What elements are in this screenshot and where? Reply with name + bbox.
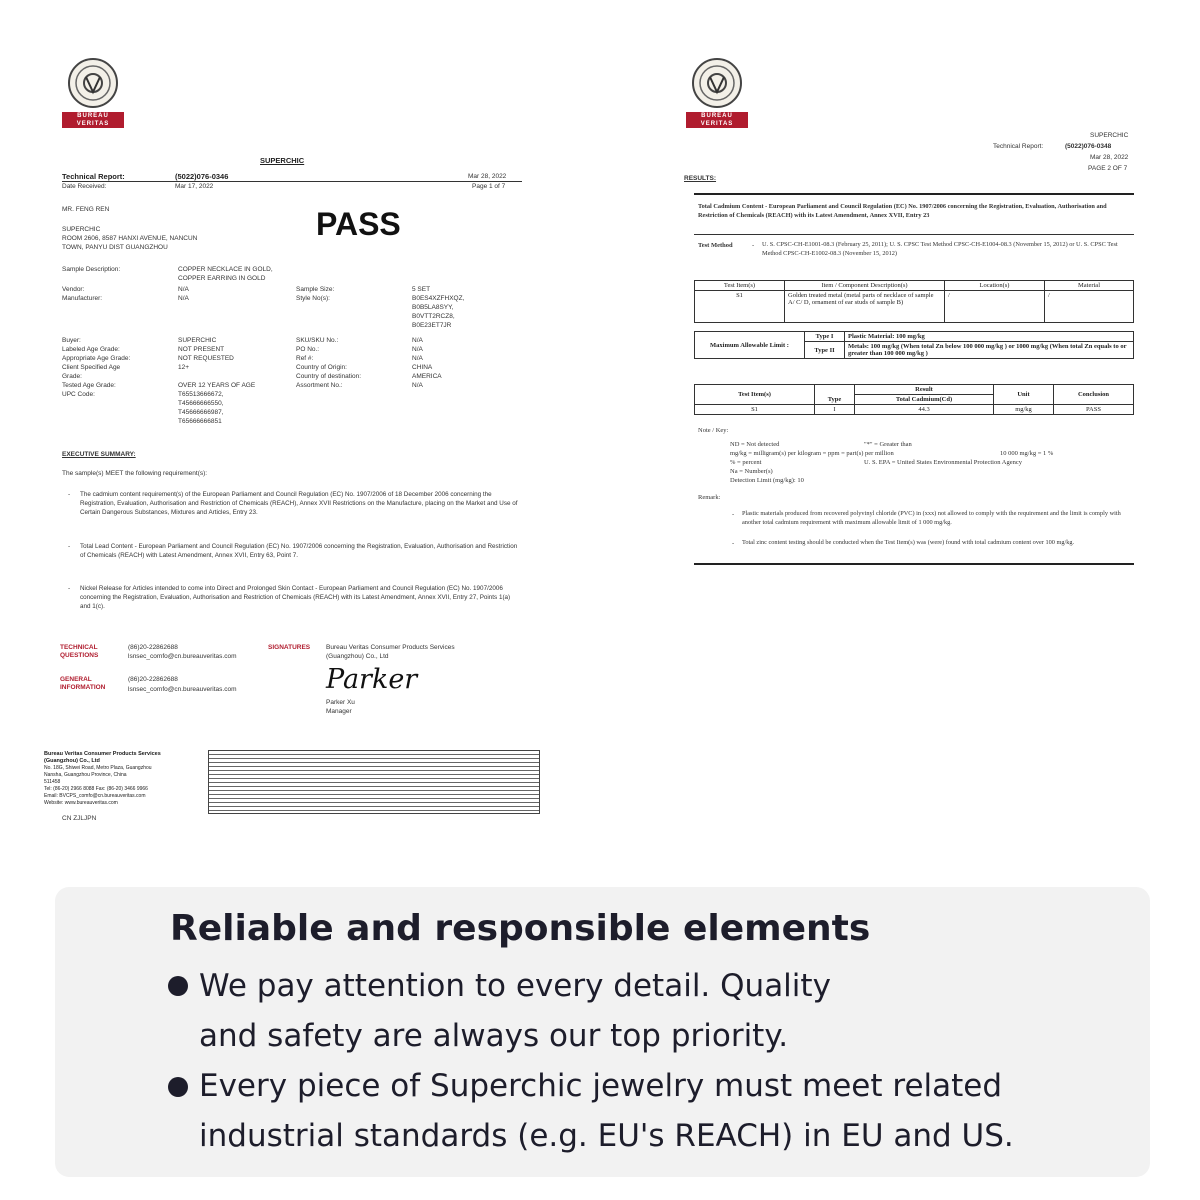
table-header: Test Item(s): [695, 385, 815, 405]
seal-band: BUREAU VERITAS: [62, 112, 124, 128]
note-line: mg/kg = milligram(s) per kilogram = ppm = part(s) per million: [730, 450, 894, 457]
note-line: "*" = Greater than: [864, 441, 912, 448]
footer-address: 511458: [44, 779, 61, 785]
table-cell: 44.3: [855, 405, 994, 415]
page-indicator: Page 1 of 7: [472, 183, 506, 190]
bottom-rule: [694, 563, 1134, 565]
address-line: TOWN, PANYU DIST GUANGZHOU: [62, 244, 168, 251]
table-cell: /: [1045, 291, 1134, 323]
remark-title: Remark:: [698, 494, 721, 501]
field-label: Country of Origin:: [296, 364, 347, 371]
note-line: Na = Number(s): [730, 468, 773, 475]
test-report-page-2: [670, 40, 1160, 580]
field-label: PO No.:: [296, 346, 320, 353]
signature-name: Parker Xu: [326, 699, 355, 706]
table-cell: S1: [695, 405, 815, 415]
footer-address: No. 18G, Shiwei Road, Metro Plaza, Guangzhou: [44, 765, 152, 771]
limit-label: Maximum Allowable Limit :: [695, 332, 805, 359]
notes-title: Note / Key:: [698, 427, 729, 434]
company-heading: SUPERCHIC: [1090, 132, 1129, 139]
table-header: Item / Component Description(s): [785, 281, 945, 291]
general-information-phone: (86)20-22862688: [128, 676, 178, 683]
bullet-dash: -: [732, 511, 735, 518]
limit-value: Metals: 100 mg/kg (When total Zn below 100 000 mg/kg ) or 1000 mg/kg (When total Zn equals to or greater than 100 000 mg/kg ): [845, 342, 1134, 359]
remark-item: Total zinc content testing should be conducted when the Test Item(s) was (were) found with total cadmium content over 100 mg/kg.: [742, 539, 1075, 546]
table-header: Conclusion: [1054, 385, 1134, 405]
table-header: Test Item(s): [695, 281, 785, 291]
date-received-label: Date Received:: [62, 183, 107, 190]
signatures-label: SIGNATURES: [268, 644, 311, 651]
report-label: Technical Report:: [62, 172, 125, 181]
allowable-limit-table: [694, 331, 1134, 359]
report-number: (5022)076-0348: [1065, 143, 1112, 150]
field-label: SKU/SKU No.:: [296, 337, 339, 344]
sample-label: Sample Description:: [62, 266, 121, 273]
limit-type: Type I: [805, 332, 845, 342]
table-header: Unit: [994, 385, 1054, 405]
footer-address: (Guangzhou) Co., Ltd: [44, 758, 100, 764]
field-value: SUPERCHIC: [178, 337, 217, 344]
table-cell: S1: [695, 291, 785, 323]
report-label: Technical Report:: [993, 143, 1044, 150]
field-label: Grade:: [62, 373, 82, 380]
table-header: Location(s): [945, 281, 1045, 291]
technical-questions-email: lsnsec_comfo@cn.bureauveritas.com: [128, 653, 237, 660]
field-label: UPC Code:: [62, 391, 95, 398]
footer-address: Email: BVCPS_comfo@cn.bureauveritas.com: [44, 793, 146, 799]
sample-value: COPPER NECKLACE IN GOLD,: [178, 266, 273, 273]
seal-band: BUREAU VERITAS: [686, 112, 748, 128]
contact-name: MR. FENG REN: [62, 206, 110, 213]
company-heading: SUPERCHIC: [260, 156, 305, 165]
field-value: CHINA: [412, 364, 433, 371]
field-value: 5 SET: [412, 286, 431, 293]
table-subheader: Total Cadmium(Cd): [855, 395, 994, 405]
general-information-label: GENERAL INFORMATION: [60, 676, 106, 691]
field-value: N/A: [412, 382, 423, 389]
signature-company: (Guangzhou) Co., Ltd: [326, 653, 389, 660]
legal-disclaimer-box: [208, 750, 540, 814]
field-label: Client Specified Age: [62, 364, 121, 371]
field-value: AMERICA: [412, 373, 442, 380]
report-date: Mar 28, 2022: [468, 173, 507, 180]
table-cell: /: [945, 291, 1045, 323]
executive-summary-intro: The sample(s) MEET the following requirement(s):: [62, 470, 208, 477]
table-header: Material: [1045, 281, 1134, 291]
bullet-text: Every piece of Superchic jewelry must meet related: [199, 1068, 1003, 1104]
sample-description-table: [694, 280, 1134, 323]
limit-type: Type II: [805, 342, 845, 359]
field-value: T45666666987,: [178, 409, 224, 416]
field-label: Ref #:: [296, 355, 314, 362]
note-line: ND = Not detected: [730, 441, 780, 448]
table-cell: Golden treated metal (metal parts of necklace of sample A/ C/ D, ornament of ear studs of sample B): [785, 291, 945, 323]
field-value: B0ES4XZFHXQZ,: [412, 295, 465, 302]
field-value: OVER 12 YEARS OF AGE: [178, 382, 256, 389]
executive-item: Nickel Release for Articles intended to come into Direct and Prolonged Skin Contact - European Parliament and Council Regulation (EC) No. 1907/2006 concerning the Registration, Evaluation, Authorisation and Restriction of Chemicals (REACH) with its Latest Amendment, Annex XVII, Entry 27, Points 1(a) and 1(c).: [80, 585, 511, 610]
technical-questions-label: TECHNICAL QUESTIONS: [60, 644, 99, 659]
field-label: Manufacturer:: [62, 295, 103, 302]
technical-questions-phone: (86)20-22862688: [128, 644, 178, 651]
field-value: B0E23ET7JR: [412, 322, 452, 329]
signature-title: Manager: [326, 708, 352, 715]
page-indicator: PAGE 2 OF 7: [1088, 165, 1128, 172]
note-line: % = percent: [730, 459, 762, 466]
field-label: Country of destination:: [296, 373, 362, 380]
report-date: Mar 28, 2022: [1090, 154, 1129, 161]
top-rule: [694, 193, 1134, 195]
bullet-dot-icon: [168, 976, 188, 996]
address-line: ROOM 2606, 8587 HANXI AVENUE, NANCUN: [62, 235, 198, 242]
test-method-label: Test Method: [698, 242, 733, 249]
table-cell: PASS: [1054, 405, 1134, 415]
field-value: B0VTT2RCZ8,: [412, 313, 455, 320]
date-received: Mar 17, 2022: [175, 183, 214, 190]
test-method-text: U. S. CPSC-CH-E1001-08.3 (February 25, 2011); U. S. CPSC Test Method CPSC-CH-E1004-08.3 (November 15, 2012) or U. S. CPSC Test Method CPSC-CH-E1002-08.3 (November 15, 2012): [762, 241, 1118, 257]
executive-item: The cadmium content requirement(s) of the European Parliament and Council Regulation (EC) No. 1907/2006 of 18 December 2006 concerning the Registration, Evaluation, Authorisation and Restriction of Chemicals (REACH), Annex XVII Restrictions on the Manufacture, placing on the Market and Use of Certain Dangerous Substances, Mixtures and Articles, Entry 23.: [80, 491, 518, 516]
bullet-dash: -: [68, 585, 71, 592]
field-label: Tested Age Grade:: [62, 382, 116, 389]
field-value: N/A: [412, 337, 423, 344]
field-label: Assortment No.:: [296, 382, 343, 389]
field-value: T65666666851: [178, 418, 222, 425]
address-line: SUPERCHIC: [62, 226, 101, 233]
results-table: [694, 384, 1134, 415]
test-report-page-1: [40, 40, 550, 840]
bureau-veritas-seal-icon: [684, 50, 750, 132]
field-label: Sample Size:: [296, 286, 335, 293]
bullet-text: and safety are always our top priority.: [199, 1018, 789, 1054]
field-label: Labeled Age Grade:: [62, 346, 120, 353]
note-line: 10 000 mg/kg = 1 %: [1000, 450, 1054, 457]
footer-address: Nansha, Guangzhou Province, China: [44, 772, 127, 778]
general-information-email: lsnsec_comfo@cn.bureauveritas.com: [128, 686, 237, 693]
field-value: N/A: [412, 355, 423, 362]
executive-item: Total Lead Content - European Parliament and Council Regulation (EC) No. 1907/2006 concerning the Registration, Evaluation, Authorisation and Restriction of Chemicals (REACH) with Latest Amendment, Annex XVII, Entry 63, Point 7.: [80, 543, 518, 559]
footer-address: Bureau Veritas Consumer Products Services: [44, 751, 161, 757]
field-label: Buyer:: [62, 337, 81, 344]
sample-value: COPPER EARRING IN GOLD: [178, 275, 266, 282]
field-value: N/A: [178, 286, 189, 293]
table-cell: I: [815, 405, 855, 415]
panel-title: Reliable and responsible elements: [170, 908, 871, 949]
field-value: N/A: [178, 295, 189, 302]
bullet-text: industrial standards (e.g. EU's REACH) in EU and US.: [199, 1118, 1014, 1154]
table-header: Type: [815, 385, 855, 405]
note-line: Detection Limit (mg/kg): 10: [730, 477, 804, 484]
test-title: Total Cadmium Content - European Parliament and Council Regulation (EC) No. 1907/2006 concerning the Registration, Evaluation, Authorisation and Restriction of Chemicals (REACH) with its Latest Amendment, Annex XVII, Entry 23: [698, 203, 1107, 219]
remark-item: Plastic materials produced from recovered polyvinyl chloride (PVC) in (xxx) not allowed to comply with the requirement and the limit is comply with another total cadmium requirement with maximum allowable limit of 1 000 mg/kg.: [742, 510, 1121, 526]
title-rule: [694, 234, 1134, 235]
field-label: Vendor:: [62, 286, 85, 293]
field-value: B0B5LA8SYY,: [412, 304, 454, 311]
pass-stamp: PASS: [316, 206, 401, 242]
signature: Parker: [326, 664, 418, 695]
results-heading: RESULTS:: [684, 175, 717, 182]
note-line: U. S. EPA = United States Environmental Protection Agency: [864, 459, 1022, 466]
bullet-dash: -: [752, 242, 755, 249]
bullet-dash: -: [68, 543, 71, 550]
bullet-dash: -: [732, 540, 735, 547]
signature-company: Bureau Veritas Consumer Products Services: [326, 644, 455, 651]
field-value: N/A: [412, 346, 423, 353]
field-value: T45666666550,: [178, 400, 224, 407]
report-number: (5022)076-0346: [175, 172, 229, 181]
bullet-dash: -: [68, 491, 71, 498]
table-cell: mg/kg: [994, 405, 1054, 415]
footer-address: Website: www.bureauveritas.com: [44, 800, 118, 806]
bureau-veritas-seal-icon: [60, 50, 126, 132]
field-value: NOT PRESENT: [178, 346, 225, 353]
executive-summary-title: EXECUTIVE SUMMARY:: [62, 451, 136, 458]
footer-address: Tel: (86-20) 2966 8088 Fax: (86-20) 3466 9966: [44, 786, 148, 792]
field-value: NOT REQUESTED: [178, 355, 234, 362]
field-value: 12+: [178, 364, 190, 371]
header-rule: [62, 181, 522, 182]
field-label: Appropriate Age Grade:: [62, 355, 131, 362]
limit-value: Plastic Material: 100 mg/kg: [845, 332, 1134, 342]
table-header: Result: [855, 385, 994, 395]
bullet-dot-icon: [168, 1077, 188, 1097]
field-label: Style No(s):: [296, 295, 330, 302]
footer-code: CN ZJLJPN: [62, 815, 97, 822]
bullet-text: We pay attention to every detail. Quality: [199, 968, 831, 1004]
field-value: T65513666672,: [178, 391, 224, 398]
